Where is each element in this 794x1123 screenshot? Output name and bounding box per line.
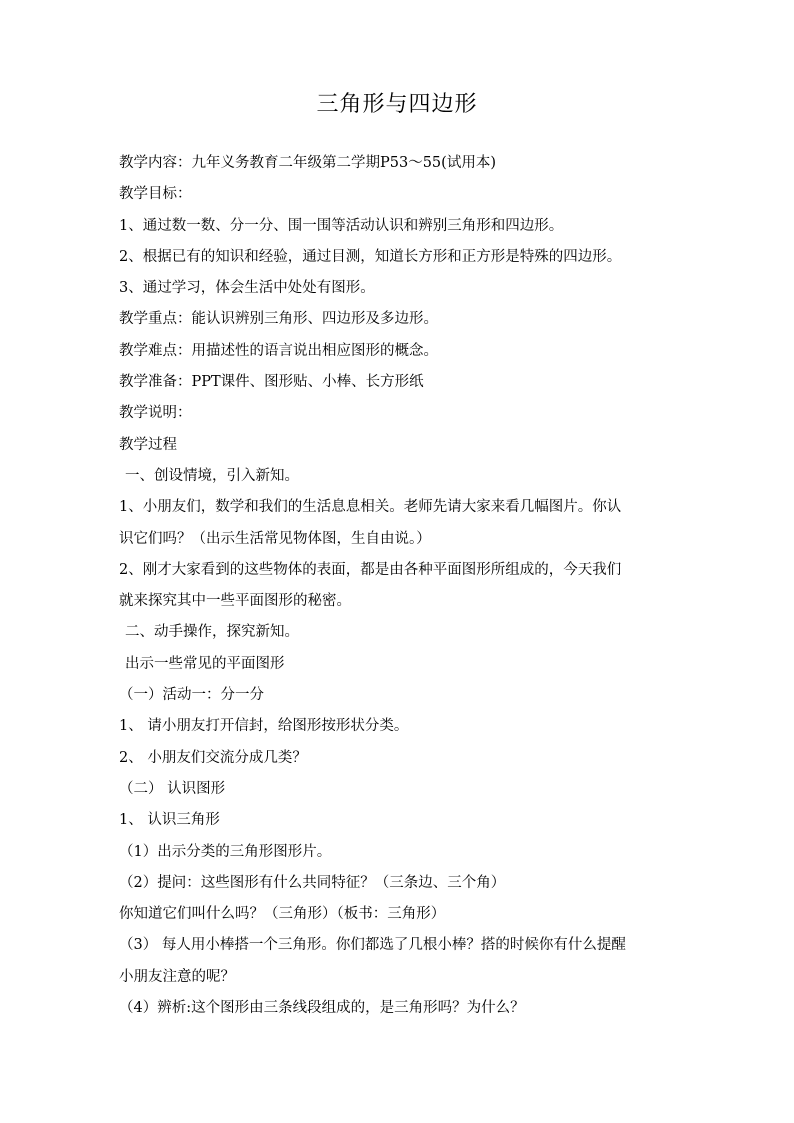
teaching-goals-heading: 教学目标：	[119, 186, 192, 203]
list-item: 2、 小朋友们交流分成几类？	[119, 749, 307, 766]
paragraph-line: 识它们吗？（出示生活常见物体图，生自由说。）	[119, 530, 431, 547]
paragraph-line: 1、小朋友们，数学和我们的生活息息相关。老师先请大家来看几幅图片。你认	[119, 499, 622, 516]
list-item: （3） 每人用小棒搭一个三角形。你们都选了几根小棒？搭的时候你有什么提醒	[119, 937, 626, 954]
teaching-process-heading: 教学过程	[119, 436, 177, 453]
list-item: 1、 认识三角形	[119, 812, 220, 829]
list-item: （2）提问：这些图形有什么共同特征？（三条边、三个角）	[119, 874, 506, 891]
activity-one-heading: （一）活动一：分一分	[119, 687, 264, 704]
goal-item-1: 1、通过数一数、分一分、围一围等活动认识和辨别三角形和四边形。	[119, 217, 564, 234]
teaching-focus-line: 教学重点：能认识辨别三角形、四边形及多边形。	[119, 311, 438, 328]
paragraph-line: 出示一些常见的平面图形	[125, 655, 285, 672]
list-item: （1）出示分类的三角形图形片。	[119, 843, 332, 860]
teaching-content-line: 教学内容：九年义务教育二年级第二学期P53～55(试用本)	[119, 155, 496, 171]
teaching-difficulty-line: 教学难点：用描述性的语言说出相应图形的概念。	[119, 342, 438, 359]
recognize-shapes-heading: （二） 认识图形	[119, 780, 226, 797]
paragraph-line: 小朋友注意的呢？	[119, 968, 235, 985]
section-one-heading: 一、创设情境，引入新知。	[125, 467, 299, 484]
list-item: （4）辨析:这个图形由三条线段组成的，是三角形吗？为什么？	[119, 1000, 525, 1017]
document-body	[119, 148, 679, 1024]
paragraph-line: 2、刚才大家看到的这些物体的表面，都是由各种平面图形所组成的，今天我们	[119, 561, 622, 578]
document-title: 三角形与四边形	[316, 92, 478, 117]
goal-item-2: 2、根据已有的知识和经验，通过目测，知道长方形和正方形是特殊的四边形。	[119, 248, 622, 265]
paragraph-line: 就来探究其中一些平面图形的秘密。	[119, 593, 351, 610]
teaching-preparation-line: 教学准备：PPT课件、图形贴、小棒、长方形纸	[119, 374, 424, 391]
goal-item-3: 3、通过学习，体会生活中处处有图形。	[119, 280, 375, 297]
paragraph-line: 你知道它们叫什么吗？（三角形）（板书：三角形）	[119, 906, 446, 923]
list-item: 1、 请小朋友打开信封，给图形按形状分类。	[119, 718, 409, 735]
teaching-notes-heading: 教学说明：	[119, 405, 192, 422]
section-two-heading: 二、动手操作，探究新知。	[125, 624, 299, 641]
